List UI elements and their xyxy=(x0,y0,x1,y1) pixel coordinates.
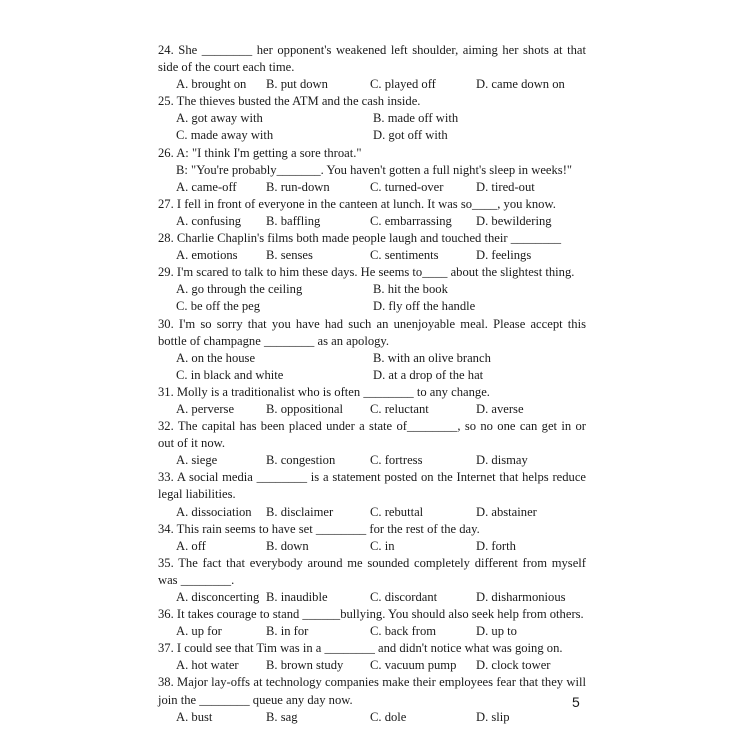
question-31 xyxy=(158,384,586,418)
answer-options xyxy=(158,350,586,384)
question-25 xyxy=(158,93,586,144)
question-stem: 33. A social media ________ is a statement posted on the Internet that helps reduce legal liabilities. xyxy=(158,470,586,502)
question-stem: 36. It takes courage to stand ______bullying. You should also seek help from others. xyxy=(158,607,584,622)
option-c: C. in black and white xyxy=(176,367,284,382)
question-30 xyxy=(158,316,586,384)
option-b: B. congestion xyxy=(266,453,336,468)
answer-options xyxy=(158,281,586,315)
option-a: A. up for xyxy=(176,624,222,639)
question-36 xyxy=(158,606,586,640)
option-a: A. disconcerting xyxy=(176,590,260,604)
option-d: D. tired-out xyxy=(476,179,535,194)
answer-options xyxy=(158,76,586,93)
answer-options xyxy=(158,709,586,726)
question-stem: 26. A: "I think I'm getting a sore throat." xyxy=(158,145,362,160)
question-stem: 27. I fell in front of everyone in the canteen at lunch. It was so____, you know. xyxy=(158,196,556,211)
option-d: D. forth xyxy=(476,538,516,553)
option-a: A. got away with xyxy=(176,111,263,126)
option-c: C. be off the peg xyxy=(176,299,261,314)
option-d: D. came down on xyxy=(476,77,565,92)
option-b: B. oppositional xyxy=(266,401,343,416)
question-24 xyxy=(158,42,586,93)
option-b: B. down xyxy=(266,538,309,553)
option-b: B. run-down xyxy=(266,179,330,194)
option-d: D. feelings xyxy=(476,248,532,263)
option-a: A. hot water xyxy=(176,658,239,673)
option-b: B. baffling xyxy=(266,213,321,228)
option-c: C. made away with xyxy=(176,128,274,143)
question-stem: 30. I'm so sorry that you have had such an unenjoyable meal. Please accept this bottle of champagne ________ as an apology. xyxy=(158,316,586,348)
page-number: 5 xyxy=(572,694,580,710)
option-a: A. emotions xyxy=(176,248,238,263)
option-b: B. brown study xyxy=(266,658,344,673)
option-d: D. fly off the handle xyxy=(373,299,476,314)
question-28 xyxy=(158,230,586,264)
question-34 xyxy=(158,521,586,555)
question-35 xyxy=(158,555,586,606)
option-b: B. hit the book xyxy=(373,282,448,297)
option-d: D. slip xyxy=(476,709,510,724)
option-b: B. senses xyxy=(266,248,313,263)
option-d: D. clock tower xyxy=(476,658,551,673)
question-stem: 31. Molly is a traditionalist who is often ________ to any change. xyxy=(158,384,490,399)
option-b: B. sag xyxy=(266,709,298,724)
option-a: A. bust xyxy=(176,709,213,724)
answer-options xyxy=(158,247,586,264)
question-stem: 35. The fact that everybody around me sounded completely different from myself was ________. xyxy=(158,555,586,587)
option-c: C. discordant xyxy=(370,590,438,604)
option-a: A. off xyxy=(176,538,206,553)
question-stem: 37. I could see that Tim was in a ________ and didn't notice what was going on. xyxy=(158,641,563,656)
answer-options xyxy=(158,504,586,521)
question-stem-dialogue: B: "You're probably_______. You haven't gotten a full night's sleep in weeks!" xyxy=(176,162,573,177)
option-b: B. with an olive branch xyxy=(373,350,491,365)
option-d: D. got off with xyxy=(373,128,448,143)
question-29 xyxy=(158,264,586,315)
option-c: C. sentiments xyxy=(370,248,439,263)
option-d: D. dismay xyxy=(476,453,528,468)
option-a: A. brought on xyxy=(176,77,247,92)
answer-options xyxy=(158,110,586,144)
option-b: B. inaudible xyxy=(266,590,328,604)
question-list xyxy=(158,42,586,726)
option-c: C. played off xyxy=(370,77,436,92)
option-d: D. disharmonious xyxy=(476,590,566,604)
question-stem: 34. This rain seems to have set ________ for the rest of the day. xyxy=(158,521,480,536)
option-a: A. perverse xyxy=(176,401,235,416)
option-c: C. back from xyxy=(370,624,437,639)
question-stem: 32. The capital has been placed under a state of________, so no one can get in or out of it now. xyxy=(158,419,586,451)
answer-options xyxy=(158,213,586,230)
option-d: D. bewildering xyxy=(476,213,552,228)
option-c: C. in xyxy=(370,538,395,553)
question-stem: 29. I'm scared to talk to him these days. He seems to____ about the slightest thing. xyxy=(158,265,575,280)
answer-options xyxy=(158,657,586,674)
option-a: A. siege xyxy=(176,453,218,468)
question-27 xyxy=(158,196,586,230)
option-a: A. confusing xyxy=(176,213,242,228)
answer-options xyxy=(158,401,586,418)
question-26 xyxy=(158,145,586,196)
question-stem: 38. Major lay-offs at technology companies make their employees fear that they will join the ________ queue any day now. xyxy=(158,675,586,707)
answer-options xyxy=(158,538,586,555)
option-b: B. disclaimer xyxy=(266,504,334,519)
option-c: C. dole xyxy=(370,709,407,724)
option-c: C. fortress xyxy=(370,453,423,468)
option-d: D. up to xyxy=(476,624,517,639)
answer-options xyxy=(158,589,586,606)
option-b: B. in for xyxy=(266,624,309,639)
option-a: A. dissociation xyxy=(176,504,252,519)
option-c: C. vacuum pump xyxy=(370,658,457,673)
option-d: D. averse xyxy=(476,401,524,416)
option-d: D. at a drop of the hat xyxy=(373,367,484,382)
question-stem: 28. Charlie Chaplin's films both made people laugh and touched their ________ xyxy=(158,231,562,246)
option-a: A. on the house xyxy=(176,350,256,365)
question-33 xyxy=(158,469,586,520)
question-stem: 25. The thieves busted the ATM and the cash inside. xyxy=(158,94,421,109)
option-b: B. put down xyxy=(266,77,328,92)
question-32 xyxy=(158,418,586,469)
option-c: C. embarrassing xyxy=(370,213,452,228)
question-37 xyxy=(158,640,586,674)
question-stem: 24. She ________ her opponent's weakened left shoulder, aiming her shots at that side of the court each time. xyxy=(158,43,586,75)
option-a: A. came-off xyxy=(176,179,237,194)
option-d: D. abstainer xyxy=(476,504,537,519)
answer-options xyxy=(158,179,586,196)
option-a: A. go through the ceiling xyxy=(176,282,303,297)
option-c: C. rebuttal xyxy=(370,504,424,519)
answer-options xyxy=(158,452,586,469)
option-c: C. turned-over xyxy=(370,179,444,194)
question-38 xyxy=(158,674,586,725)
option-c: C. reluctant xyxy=(370,401,429,416)
answer-options xyxy=(158,623,586,640)
option-b: B. made off with xyxy=(373,111,459,126)
